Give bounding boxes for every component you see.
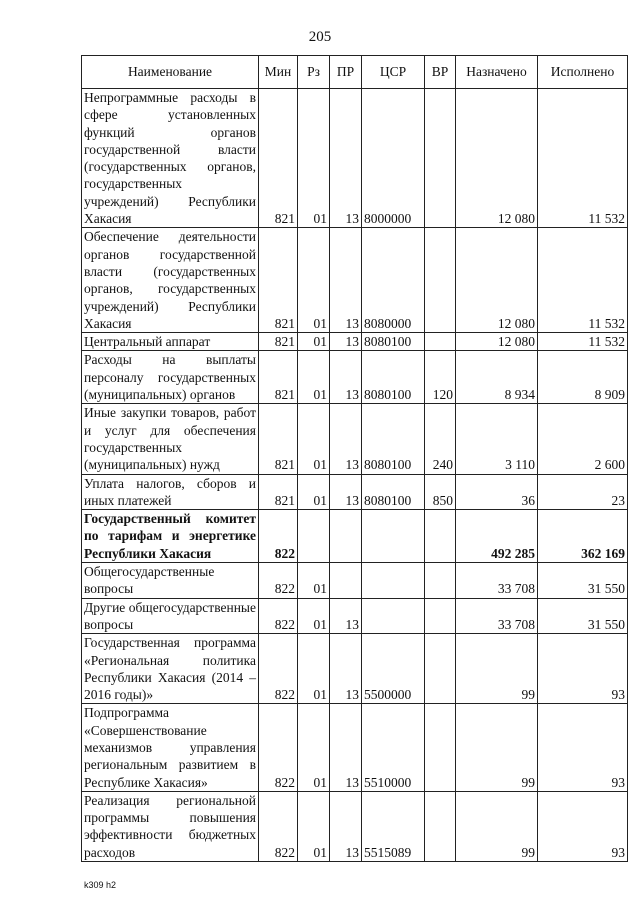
row-csr: [362, 510, 425, 563]
row-csr: 8080100: [362, 474, 425, 510]
table-row: [82, 228, 628, 333]
row-executed: 31 550: [538, 598, 628, 634]
row-vr: 120: [425, 351, 456, 404]
row-pr: 13: [330, 791, 362, 861]
row-name: Реализация региональной программы повышения эффективности бюджетных расходов: [82, 791, 259, 861]
row-vr: [425, 598, 456, 634]
row-csr: 8080100: [362, 351, 425, 404]
row-rz: 01: [298, 474, 330, 510]
row-csr: 5515089: [362, 791, 425, 861]
row-assigned: 99: [456, 791, 538, 861]
row-pr: 13: [330, 404, 362, 474]
row-vr: [425, 89, 456, 228]
row-vr: 850: [425, 474, 456, 510]
header-vr: ВР: [425, 56, 456, 89]
table-row: [82, 510, 628, 563]
row-pr: 13: [330, 474, 362, 510]
row-rz: 01: [298, 634, 330, 704]
row-name: Уплата налогов, сборов и иных платежей: [82, 474, 259, 510]
header-min: Мин: [259, 56, 298, 89]
row-pr: 13: [330, 89, 362, 228]
row-min: 821: [259, 404, 298, 474]
row-assigned: 33 708: [456, 563, 538, 599]
header-pr: ПР: [330, 56, 362, 89]
row-name: Иные закупки товаров, работ и услуг для обеспечения государственных (муниципальных) нужд: [82, 404, 259, 474]
row-csr: 8080100: [362, 404, 425, 474]
row-assigned: 99: [456, 634, 538, 704]
table-row: [82, 404, 628, 474]
row-executed: 23: [538, 474, 628, 510]
row-vr: [425, 634, 456, 704]
row-pr: [330, 563, 362, 599]
budget-table: [81, 55, 628, 862]
row-name: Другие общегосударственные вопросы: [82, 598, 259, 634]
row-min: 822: [259, 510, 298, 563]
row-csr: 8000000: [362, 89, 425, 228]
row-rz: 01: [298, 333, 330, 351]
table-body: [82, 89, 628, 862]
table-row: [82, 89, 628, 228]
row-executed: 11 532: [538, 333, 628, 351]
row-executed: 8 909: [538, 351, 628, 404]
table-header-row: [82, 56, 628, 89]
row-csr: 5510000: [362, 704, 425, 791]
footer-code: k309 h2: [84, 880, 117, 890]
table-row: [82, 598, 628, 634]
table-row: [82, 351, 628, 404]
header-csr: ЦСР: [362, 56, 425, 89]
row-executed: 2 600: [538, 404, 628, 474]
row-min: 822: [259, 634, 298, 704]
header-assigned: Назначено: [456, 56, 538, 89]
row-pr: 13: [330, 634, 362, 704]
page-number: 205: [308, 29, 332, 45]
row-pr: 13: [330, 228, 362, 333]
row-assigned: 3 110: [456, 404, 538, 474]
table-row: [82, 634, 628, 704]
row-name: Непрограммные расходы в сфере установленных функций органов государственной власти (государственных органов, государственных учреждений) Республики Хакасия: [82, 89, 259, 228]
row-min: 822: [259, 563, 298, 599]
row-min: 822: [259, 704, 298, 791]
header-executed: Исполнено: [538, 56, 628, 89]
row-assigned: 492 285: [456, 510, 538, 563]
row-assigned: 12 080: [456, 333, 538, 351]
row-pr: 13: [330, 351, 362, 404]
row-pr: 13: [330, 333, 362, 351]
table-row: [82, 474, 628, 510]
row-min: 821: [259, 351, 298, 404]
row-assigned: 12 080: [456, 89, 538, 228]
row-executed: 93: [538, 791, 628, 861]
row-assigned: 8 934: [456, 351, 538, 404]
row-name: Общегосударственные вопросы: [82, 563, 259, 599]
row-vr: [425, 704, 456, 791]
row-rz: 01: [298, 89, 330, 228]
row-assigned: 12 080: [456, 228, 538, 333]
header-rz: Рз: [298, 56, 330, 89]
row-min: 821: [259, 89, 298, 228]
row-csr: [362, 598, 425, 634]
row-csr: 8080100: [362, 333, 425, 351]
row-rz: 01: [298, 404, 330, 474]
row-rz: 01: [298, 704, 330, 791]
row-vr: [425, 791, 456, 861]
row-pr: 13: [330, 598, 362, 634]
row-name: Государственный комитет по тарифам и энергетике Республики Хакасия: [82, 510, 259, 563]
row-rz: 01: [298, 598, 330, 634]
row-rz: 01: [298, 563, 330, 599]
row-name: Подпрограмма «Совершенствование механизмов управления региональным развитием в Республике Хакасия»: [82, 704, 259, 791]
row-executed: 362 169: [538, 510, 628, 563]
row-min: 821: [259, 228, 298, 333]
row-executed: 11 532: [538, 228, 628, 333]
row-assigned: 36: [456, 474, 538, 510]
row-name: Расходы на выплаты персоналу государственных (муниципальных) органов: [82, 351, 259, 404]
row-rz: 01: [298, 791, 330, 861]
row-vr: [425, 228, 456, 333]
row-csr: [362, 563, 425, 599]
row-min: 822: [259, 598, 298, 634]
row-min: 822: [259, 791, 298, 861]
row-csr: 5500000: [362, 634, 425, 704]
row-rz: 01: [298, 228, 330, 333]
row-name: Обеспечение деятельности органов государственной власти (государственных органов, государственных учреждений) Республики Хакасия: [82, 228, 259, 333]
row-pr: [330, 510, 362, 563]
table-row: [82, 563, 628, 599]
table-row: [82, 791, 628, 861]
row-assigned: 99: [456, 704, 538, 791]
header-name: Наименование: [82, 56, 259, 89]
row-vr: [425, 510, 456, 563]
row-csr: 8080000: [362, 228, 425, 333]
row-vr: [425, 333, 456, 351]
row-min: 821: [259, 474, 298, 510]
table-row: [82, 333, 628, 351]
row-name: Государственная программа «Региональная политика Республики Хакасия (2014 – 2016 годы)»: [82, 634, 259, 704]
row-name: Центральный аппарат: [82, 333, 259, 351]
row-min: 821: [259, 333, 298, 351]
row-executed: 93: [538, 704, 628, 791]
row-pr: 13: [330, 704, 362, 791]
table-row: [82, 704, 628, 791]
row-executed: 93: [538, 634, 628, 704]
row-assigned: 33 708: [456, 598, 538, 634]
row-executed: 31 550: [538, 563, 628, 599]
row-rz: [298, 510, 330, 563]
row-vr: [425, 563, 456, 599]
row-vr: 240: [425, 404, 456, 474]
row-executed: 11 532: [538, 89, 628, 228]
row-rz: 01: [298, 351, 330, 404]
